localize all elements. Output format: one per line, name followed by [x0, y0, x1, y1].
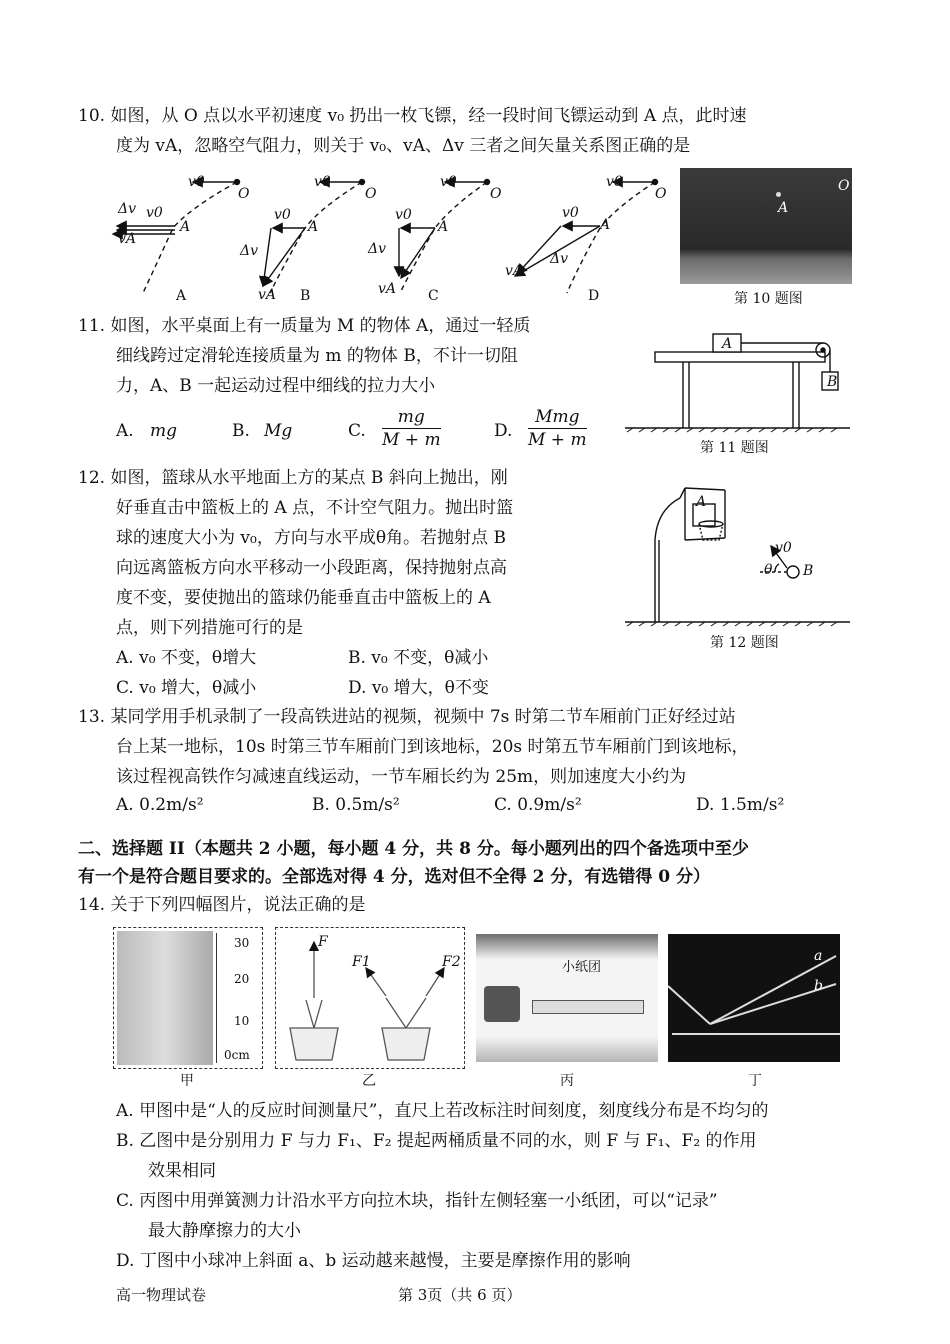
q13-option-a: A. 0.2m/s² [116, 795, 204, 815]
q10-c-o-label: O [490, 186, 502, 202]
q11-option-c-fraction [382, 406, 441, 451]
q11-option-c-denominator: M + m [382, 430, 441, 450]
section2-heading-line1: 二、选择题 II（本题共 2 小题，每小题 4 分，共 8 分。每小题列出的四个备选项中至少 [78, 839, 749, 859]
q12-point-a-label: A [696, 494, 707, 510]
q12-line2: 好垂直击中篮板上的 A 点，不计空气阻力。抛出时篮 [116, 498, 514, 518]
q14-option-a: A. 甲图中是“人的反应时间测量尺”，直尺上若改标注时间刻度，刻度线分布是不均匀的 [116, 1101, 769, 1121]
q11-line1: 11. 如图，水平桌面上有一质量为 M 的物体 A，通过一轻质 [78, 316, 531, 336]
q14-option-c-line2: 最大静摩擦力的大小 [148, 1221, 301, 1241]
q10-a-trajectory [143, 182, 237, 293]
q11-line3: 力，A、B 一起运动过程中细线的拉力大小 [116, 376, 436, 396]
q10-d-o-label: O [655, 186, 667, 202]
q10-c-v0-label2: v0 [395, 207, 412, 223]
q12-line4: 向远离篮板方向水平移动一小段距离，保持抛射点高 [116, 558, 507, 578]
q14-stem: 14. 关于下列四幅图片，说法正确的是 [78, 895, 366, 915]
q13-option-c: C. 0.9m/s² [494, 795, 582, 815]
q14-yi-f1-label: F1 [352, 954, 371, 970]
q14-jia-tick-30: 30 [234, 936, 250, 950]
q12-theta-label: θ [764, 562, 773, 578]
q11-option-c-numerator: mg [382, 406, 441, 429]
q11-option-a: mg [150, 421, 178, 441]
q11-line2: 细线跨过定滑轮连接质量为 m 的物体 B，不计一切阻 [116, 346, 518, 366]
q10-b-va-label: vA [258, 287, 277, 303]
q14-bing-spring-scale [532, 1000, 644, 1014]
q12-line3: 球的速度大小为 v₀，方向与水平成θ角。若抛射点 B [116, 528, 506, 548]
q14-fig-ding [668, 934, 840, 1062]
q11-option-d-label: D. [494, 421, 513, 441]
q10-a-v0-label: v0 [188, 174, 205, 190]
q13-line1: 13. 某同学用手机录制了一段高铁进站的视频，视频中 7s 时第二节车厢前门正好经过站 [78, 707, 736, 727]
q14-yi-f-label: F [318, 934, 328, 950]
q10-d-v0-label2: v0 [562, 205, 579, 221]
q12-basketball-diagram [625, 480, 850, 630]
q14-option-d: D. 丁图中小球冲上斜面 a、b 运动越来越慢，主要是摩擦作用的影响 [116, 1251, 631, 1271]
q12-line5: 度不变，要使抛出的篮球仍能垂直击中篮板上的 A [116, 588, 491, 608]
q12-line6: 点，则下列措施可行的是 [116, 618, 303, 638]
q14-fig-yi [275, 927, 465, 1069]
q11-option-a-label: A. [116, 421, 134, 441]
q11-caption: 第 11 题图 [700, 440, 769, 456]
q14-jia-photo [117, 931, 213, 1065]
q10-b-v0-label2: v0 [274, 207, 291, 223]
q14-option-b-line2: 效果相同 [148, 1161, 216, 1181]
q12-line1: 12. 如图，篮球从水平地面上方的某点 B 斜向上抛出，刚 [78, 468, 508, 488]
q14-option-c-line1: C. 丙图中用弹簧测力计沿水平方向拉木块，指针左侧轻塞一小纸团，可以“记录” [116, 1191, 718, 1211]
q10-c-a-label: A [438, 219, 449, 235]
q13-option-b: B. 0.5m/s² [312, 795, 400, 815]
q14-fig-bing [476, 934, 658, 1062]
q11-option-b: Mg [264, 421, 293, 441]
q10-d-a-label: A [600, 217, 611, 233]
q13-line2: 台上某一地标，10s 时第三节车厢前门到该地标，20s 时第五节车厢前门到该地标， [116, 737, 749, 757]
q14-yi-drawing [276, 928, 464, 1068]
q12-v0-label: v0 [775, 540, 792, 556]
q11-table-pulley-diagram [625, 328, 850, 433]
q11-option-c-label: C. [348, 421, 366, 441]
q14-yi-f2-label: F2 [442, 954, 461, 970]
q14-bing-block [484, 986, 520, 1022]
q12-option-a: A. v₀ 不变，θ增大 [116, 648, 257, 668]
q14-ding-a-label: a [814, 948, 823, 964]
q12-option-b: B. v₀ 不变，θ减小 [348, 648, 489, 668]
q14-fig-label-yi: 乙 [362, 1073, 376, 1089]
q10-b-dv-label: Δv [240, 243, 259, 259]
q10-option-b: B [300, 288, 311, 304]
q13-line3: 该过程视高铁作匀减速直线运动，一节车厢长约为 25m，则加速度大小约为 [116, 767, 687, 787]
q11-block-a-label: A [722, 336, 733, 352]
q10-dart-photo [680, 168, 852, 284]
q10-a-dv-label: Δv [118, 201, 137, 217]
q10-option-a: A [176, 288, 187, 304]
q14-jia-tick-0cm: 0cm [224, 1048, 250, 1062]
q13-option-d: D. 1.5m/s² [696, 795, 785, 815]
q11-option-d-denominator: M + m [528, 430, 587, 450]
q10-photo-dart-dot [776, 192, 781, 197]
q12-option-c: C. v₀ 增大，θ减小 [116, 678, 257, 698]
q14-fig-label-ding: 丁 [748, 1073, 762, 1089]
footer-page-number: 第 3页（共 6 页） [398, 1286, 522, 1304]
q10-b-a-label: A [308, 219, 319, 235]
q11-option-d-fraction [528, 406, 587, 451]
q10-a-va-label: vA [118, 231, 137, 247]
q14-fig-label-jia: 甲 [180, 1073, 194, 1089]
q14-fig-label-bing: 丙 [560, 1073, 574, 1089]
q12-option-d: D. v₀ 增大，θ不变 [348, 678, 489, 698]
q10-b-o-label: O [365, 186, 377, 202]
q14-fig-jia [113, 927, 263, 1069]
q10-c-dv-label: Δv [368, 241, 387, 257]
q10-line2: 度为 vA，忽略空气阻力，则关于 v₀、vA、Δv 三者之间矢量关系图正确的是 [116, 136, 691, 156]
q14-jia-ruler [216, 933, 259, 1063]
q10-d-dv-label: Δv [550, 251, 569, 267]
q12-point-b-label: B [803, 563, 814, 579]
q10-option-c: C [428, 288, 439, 304]
q14-bing-paper-label: 小纸团 [562, 960, 602, 975]
q10-a-o-label: O [238, 186, 250, 202]
q11-block-b-label: B [827, 374, 838, 390]
q10-option-d: D [588, 288, 600, 304]
q10-a-v0-label2: v0 [146, 205, 163, 221]
footer-subject: 高一物理试卷 [116, 1286, 207, 1304]
q10-b-v0-label: v0 [314, 174, 331, 190]
q14-jia-tick-20: 20 [234, 972, 250, 986]
q14-option-b-line1: B. 乙图中是分别用力 F 与力 F₁、F₂ 提起两桶质量不同的水，则 F 与 F₁、F₂ 的作用 [116, 1131, 757, 1151]
q10-d-v0-label: v0 [606, 174, 623, 190]
q10-line1: 10. 如图，从 O 点以水平初速度 v₀ 扔出一枚飞镖，经一段时间飞镖运动到 A 点，此时速 [78, 106, 747, 126]
q10-caption: 第 10 题图 [734, 291, 803, 307]
q10-c-v0-label: v0 [440, 174, 457, 190]
q10-d-va-label: vA [505, 263, 524, 279]
section2-heading-line2: 有一个是符合题目要求的。全部选对得 4 分，选对但不全得 2 分，有选错得 0 分） [78, 867, 710, 887]
q10-a-a-label: A [180, 219, 191, 235]
q11-option-b-label: B. [232, 421, 250, 441]
q10-photo-o-label: O [838, 178, 850, 194]
q10-c-va-label: vA [378, 281, 397, 297]
q10-photo-a-label: A [778, 200, 789, 216]
q12-caption: 第 12 题图 [710, 635, 779, 651]
q11-option-d-numerator: Mmg [528, 406, 587, 429]
q14-jia-tick-10: 10 [234, 1014, 250, 1028]
q14-ding-b-label: b [814, 978, 823, 994]
